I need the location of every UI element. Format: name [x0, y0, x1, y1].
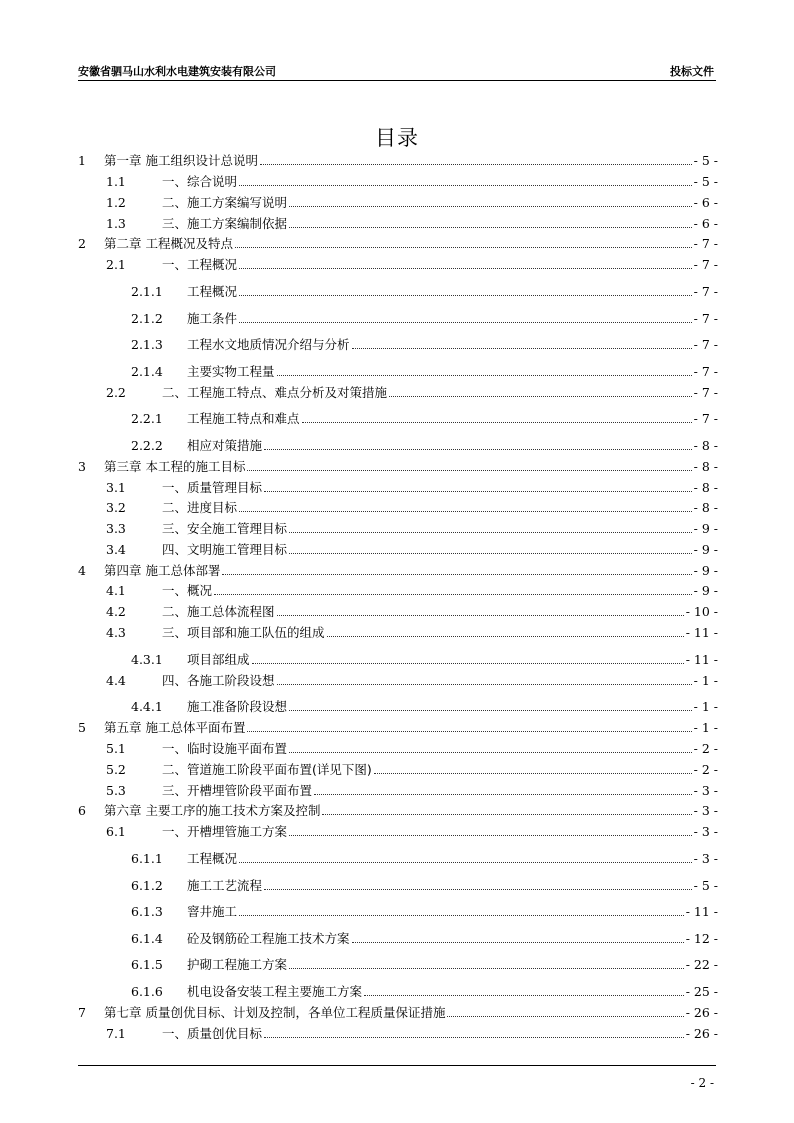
toc-entry-title: 主要实物工程量 — [187, 364, 275, 379]
page-number: - 2 - — [690, 1076, 714, 1090]
toc-entry[interactable] — [78, 902, 718, 920]
toc-leader-dots — [264, 1036, 684, 1038]
toc-leader-dots — [247, 730, 691, 732]
toc-entry[interactable] — [78, 822, 718, 840]
toc-entry-title: 二、管道施工阶段平面布置(详见下图) — [162, 762, 372, 777]
toc-entry[interactable] — [78, 214, 718, 232]
toc-entry-title: 三、施工方案编制依据 — [162, 216, 288, 231]
toc-leader-dots — [447, 1015, 683, 1017]
toc-entry[interactable] — [78, 760, 718, 778]
toc-entry-number: 3.2 — [106, 499, 126, 515]
toc-entry[interactable] — [78, 876, 718, 894]
toc-entry-title: 一、质量创优目标 — [162, 1026, 263, 1041]
toc-entry-number: 4.3 — [106, 624, 126, 640]
toc-entry-title: 第七章 质量创优目标、计划及控制，各单位工程质量保证措施 — [104, 1005, 446, 1020]
toc-entry[interactable] — [78, 309, 718, 327]
toc-leader-dots — [264, 448, 692, 450]
toc-entry-page: - 3 - — [693, 850, 718, 866]
toc-entry-page: - 9 - — [693, 541, 718, 557]
toc-entry-number: 2 — [78, 235, 86, 251]
toc-leader-dots — [352, 941, 684, 943]
page-footer — [78, 1065, 716, 1090]
toc-leader-dots — [235, 246, 692, 248]
toc-entry-page: - 7 - — [693, 283, 718, 299]
toc-entry-number: 3.4 — [106, 541, 126, 557]
toc-entry-page: - 7 - — [693, 235, 718, 251]
toc-entry-title: 四、文明施工管理目标 — [162, 542, 288, 557]
toc-entry-number: 2.1.1 — [131, 283, 163, 299]
toc-entry-page: - 3 - — [693, 782, 718, 798]
toc-entry-number: 4.1 — [106, 582, 126, 598]
toc-entry-page: - 5 - — [693, 877, 718, 893]
toc-entry[interactable] — [78, 436, 718, 454]
toc-leader-dots — [289, 226, 692, 228]
toc-entry[interactable] — [78, 457, 718, 475]
toc-entry-page: - 7 - — [693, 336, 718, 352]
toc-entry-title: 工程水文地质情况介绍与分析 — [187, 337, 350, 352]
toc-entry-page: - 3 - — [693, 823, 718, 839]
toc-entry[interactable] — [78, 801, 718, 819]
toc-entry-title: 第二章 工程概况及特点 — [104, 236, 233, 251]
toc-leader-dots — [239, 914, 684, 916]
toc-entry[interactable] — [78, 739, 718, 757]
toc-entry-title: 机电设备安装工程主要施工方案 — [187, 984, 363, 999]
toc-entry-page: - 7 - — [693, 256, 718, 272]
toc-entry-number: 6.1.2 — [131, 877, 163, 893]
toc-entry-number: 6.1.6 — [131, 983, 163, 999]
toc-leader-dots — [277, 614, 684, 616]
toc-entry-number: 6.1.5 — [131, 956, 163, 972]
toc-entry[interactable] — [78, 697, 718, 715]
toc-entry-number: 4.4.1 — [131, 698, 163, 714]
toc-leader-dots — [239, 184, 692, 186]
toc-entry-page: - 9 - — [693, 582, 718, 598]
toc-entry[interactable] — [78, 172, 718, 190]
toc-entry-title: 一、工程概况 — [162, 257, 238, 272]
toc-entry-number: 1.2 — [106, 194, 126, 210]
toc-leader-dots — [352, 347, 692, 349]
toc-entry-page: - 26 - — [685, 1004, 718, 1020]
toc-entry-title: 第五章 施工总体平面布置 — [104, 720, 246, 735]
toc-entry-number: 5.1 — [106, 740, 126, 756]
toc-entry[interactable] — [78, 383, 718, 401]
toc-entry[interactable] — [78, 478, 718, 496]
toc-entry-number: 4.3.1 — [131, 651, 163, 667]
toc-entry-number: 2.2.2 — [131, 437, 163, 453]
toc-entry-page: - 6 - — [693, 194, 718, 210]
toc-entry[interactable] — [78, 955, 718, 973]
toc-entry[interactable] — [78, 581, 718, 599]
toc-leader-dots — [214, 593, 692, 595]
toc-entry-page: - 26 - — [685, 1025, 718, 1041]
toc-entry-page: - 8 - — [693, 479, 718, 495]
toc-entry-title: 工程概况 — [187, 851, 238, 866]
toc-entry[interactable] — [78, 335, 718, 353]
toc-entry-number: 5.3 — [106, 782, 126, 798]
toc-entry[interactable] — [78, 234, 718, 252]
toc-entry-title: 护砌工程施工方案 — [187, 957, 288, 972]
toc-leader-dots — [252, 662, 684, 664]
toc-entry-page: - 10 - — [685, 603, 718, 619]
toc-leader-dots — [289, 531, 692, 533]
toc-entry-number: 6.1.1 — [131, 850, 163, 866]
toc-entry-page: - 11 - — [685, 624, 718, 640]
document-type: 投标文件 — [670, 65, 714, 78]
toc-entry-page: - 22 - — [685, 956, 718, 972]
toc-leader-dots — [289, 967, 684, 969]
toc-entry-number: 2.1.4 — [131, 363, 163, 379]
toc-entry-title: 第三章 本工程的施工目标 — [104, 459, 246, 474]
toc-leader-dots — [289, 834, 692, 836]
toc-entry-page: - 7 - — [693, 363, 718, 379]
toc-entry-page: - 11 - — [685, 903, 718, 919]
toc-entry-page: - 11 - — [685, 651, 718, 667]
toc-entry[interactable] — [78, 193, 718, 211]
toc-entry-title: 四、各施工阶段设想 — [162, 673, 275, 688]
toc-leader-dots — [327, 635, 684, 637]
toc-entry-number: 6 — [78, 802, 86, 818]
toc-leader-dots — [289, 552, 692, 554]
toc-entry-title: 二、施工总体流程图 — [162, 604, 275, 619]
toc-leader-dots — [277, 374, 692, 376]
toc-entry-number: 7.1 — [106, 1025, 126, 1041]
toc-entry-number: 6.1.4 — [131, 930, 163, 946]
toc-entry-page: - 5 - — [693, 152, 718, 168]
toc-leader-dots — [314, 793, 692, 795]
toc-entry-page: - 8 - — [693, 499, 718, 515]
toc-entry-page: - 5 - — [693, 173, 718, 189]
toc-entry-title: 一、质量管理目标 — [162, 480, 263, 495]
toc-leader-dots — [289, 751, 692, 753]
toc-entry[interactable] — [78, 561, 718, 579]
toc-entry-number: 6.1 — [106, 823, 126, 839]
toc-entry-title: 施工工艺流程 — [187, 878, 263, 893]
toc-entry-number: 2.1 — [106, 256, 126, 272]
toc-entry-title: 一、临时设施平面布置 — [162, 741, 288, 756]
toc-entry-page: - 9 - — [693, 562, 718, 578]
toc-entry-page: - 8 - — [693, 458, 718, 474]
toc-entry[interactable] — [78, 602, 718, 620]
toc-entry-number: 2.2.1 — [131, 410, 163, 426]
toc-entry-number: 6.1.3 — [131, 903, 163, 919]
toc-leader-dots — [289, 709, 692, 711]
toc-leader-dots — [277, 683, 692, 685]
toc-entry-title: 第一章 施工组织设计总说明 — [104, 153, 258, 168]
toc-entry[interactable] — [78, 409, 718, 427]
company-name: 安徽省驷马山水利水电建筑安装有限公司 — [78, 65, 276, 78]
toc-entry-page: - 6 - — [693, 215, 718, 231]
toc-entry-title: 三、项目部和施工队伍的组成 — [162, 625, 325, 640]
toc-entry-title: 一、开槽埋管施工方案 — [162, 824, 288, 839]
toc-leader-dots — [264, 888, 692, 890]
toc-entry[interactable] — [78, 929, 718, 947]
toc-leader-dots — [239, 267, 692, 269]
toc-entry-number: 1.1 — [106, 173, 126, 189]
toc-entry-number: 4 — [78, 562, 86, 578]
toc-entry-title: 一、综合说明 — [162, 174, 238, 189]
toc-entry-title: 一、概况 — [162, 583, 213, 598]
toc-entry[interactable] — [78, 982, 718, 1000]
toc-entry-number: 4.4 — [106, 672, 126, 688]
toc-leader-dots — [364, 994, 684, 996]
toc-entry-number: 3.3 — [106, 520, 126, 536]
toc-entry-page: - 7 - — [693, 410, 718, 426]
toc-entry-number: 5.2 — [106, 761, 126, 777]
toc-entry-number: 2.1.3 — [131, 336, 163, 352]
toc-entry-number: 4.2 — [106, 603, 126, 619]
toc-entry-number: 1 — [78, 152, 86, 168]
toc-leader-dots — [389, 395, 692, 397]
toc-leader-dots — [247, 469, 691, 471]
toc-entry-page: - 3 - — [693, 802, 718, 818]
page-header — [78, 60, 716, 81]
toc-entry-page: - 1 - — [693, 698, 718, 714]
toc-entry-number: 2.1.2 — [131, 310, 163, 326]
toc-entry-page: - 2 - — [693, 740, 718, 756]
toc-leader-dots — [289, 205, 692, 207]
toc-leader-dots — [374, 772, 692, 774]
toc-entry-title: 相应对策措施 — [187, 438, 263, 453]
toc-entry-number: 7 — [78, 1004, 86, 1020]
toc-entry[interactable] — [78, 718, 718, 736]
toc-entry-number: 3 — [78, 458, 86, 474]
toc-leader-dots — [264, 490, 692, 492]
toc-entry-title: 第四章 施工总体部署 — [104, 563, 221, 578]
toc-entry-title: 施工条件 — [187, 311, 238, 326]
toc-entry[interactable] — [78, 781, 718, 799]
toc-entry-title: 二、进度目标 — [162, 500, 238, 515]
toc-entry-number: 1.3 — [106, 215, 126, 231]
toc-entry-title: 二、施工方案编写说明 — [162, 195, 288, 210]
toc-entry[interactable] — [78, 1003, 718, 1021]
toc-leader-dots — [239, 294, 692, 296]
toc-entry-title: 二、工程施工特点、难点分析及对策措施 — [162, 385, 388, 400]
toc-entry-page: - 25 - — [685, 983, 718, 999]
toc-entry-title: 工程施工特点和难点 — [187, 411, 300, 426]
toc-leader-dots — [302, 421, 692, 423]
toc-entry[interactable] — [78, 362, 718, 380]
toc-entry-title: 砼及钢筋砼工程施工技术方案 — [187, 931, 350, 946]
toc-entry-title: 项目部组成 — [187, 652, 250, 667]
toc-entry[interactable] — [78, 282, 718, 300]
toc-entry-page: - 2 - — [693, 761, 718, 777]
toc-entry[interactable] — [78, 623, 718, 641]
toc-entry-page: - 9 - — [693, 520, 718, 536]
toc-entry[interactable] — [78, 1024, 718, 1042]
toc-entry-title: 窨井施工 — [187, 904, 238, 919]
toc-entry-page: - 12 - — [685, 930, 718, 946]
toc-entry-number: 2.2 — [106, 384, 126, 400]
toc-entry[interactable] — [78, 540, 718, 558]
toc-entry-page: - 1 - — [693, 719, 718, 735]
toc-entry[interactable] — [78, 650, 718, 668]
toc-entry[interactable] — [78, 255, 718, 273]
toc-leader-dots — [239, 510, 692, 512]
toc-entry[interactable] — [78, 671, 718, 689]
toc-leader-dots — [222, 573, 691, 575]
toc-entry-title: 工程概况 — [187, 284, 238, 299]
toc-leader-dots — [260, 163, 692, 165]
page-title: 目录 — [375, 126, 419, 150]
toc-entry[interactable] — [78, 849, 718, 867]
toc-entry-page: - 8 - — [693, 437, 718, 453]
toc-entry-title: 施工准备阶段设想 — [187, 699, 288, 714]
toc-entry[interactable] — [78, 151, 718, 169]
toc-leader-dots — [239, 321, 692, 323]
toc-entry-title: 三、开槽埋管阶段平面布置 — [162, 783, 313, 798]
toc-entry[interactable] — [78, 498, 718, 516]
toc-entry-page: - 7 - — [693, 384, 718, 400]
toc-leader-dots — [239, 861, 692, 863]
toc-leader-dots — [322, 813, 691, 815]
toc-entry[interactable] — [78, 519, 718, 537]
toc-entry-title: 三、安全施工管理目标 — [162, 521, 288, 536]
toc-entry-page: - 7 - — [693, 310, 718, 326]
toc-entry-title: 第六章 主要工序的施工技术方案及控制 — [104, 803, 321, 818]
toc-entry-page: - 1 - — [693, 672, 718, 688]
toc-entry-number: 5 — [78, 719, 86, 735]
toc-entry-number: 3.1 — [106, 479, 126, 495]
